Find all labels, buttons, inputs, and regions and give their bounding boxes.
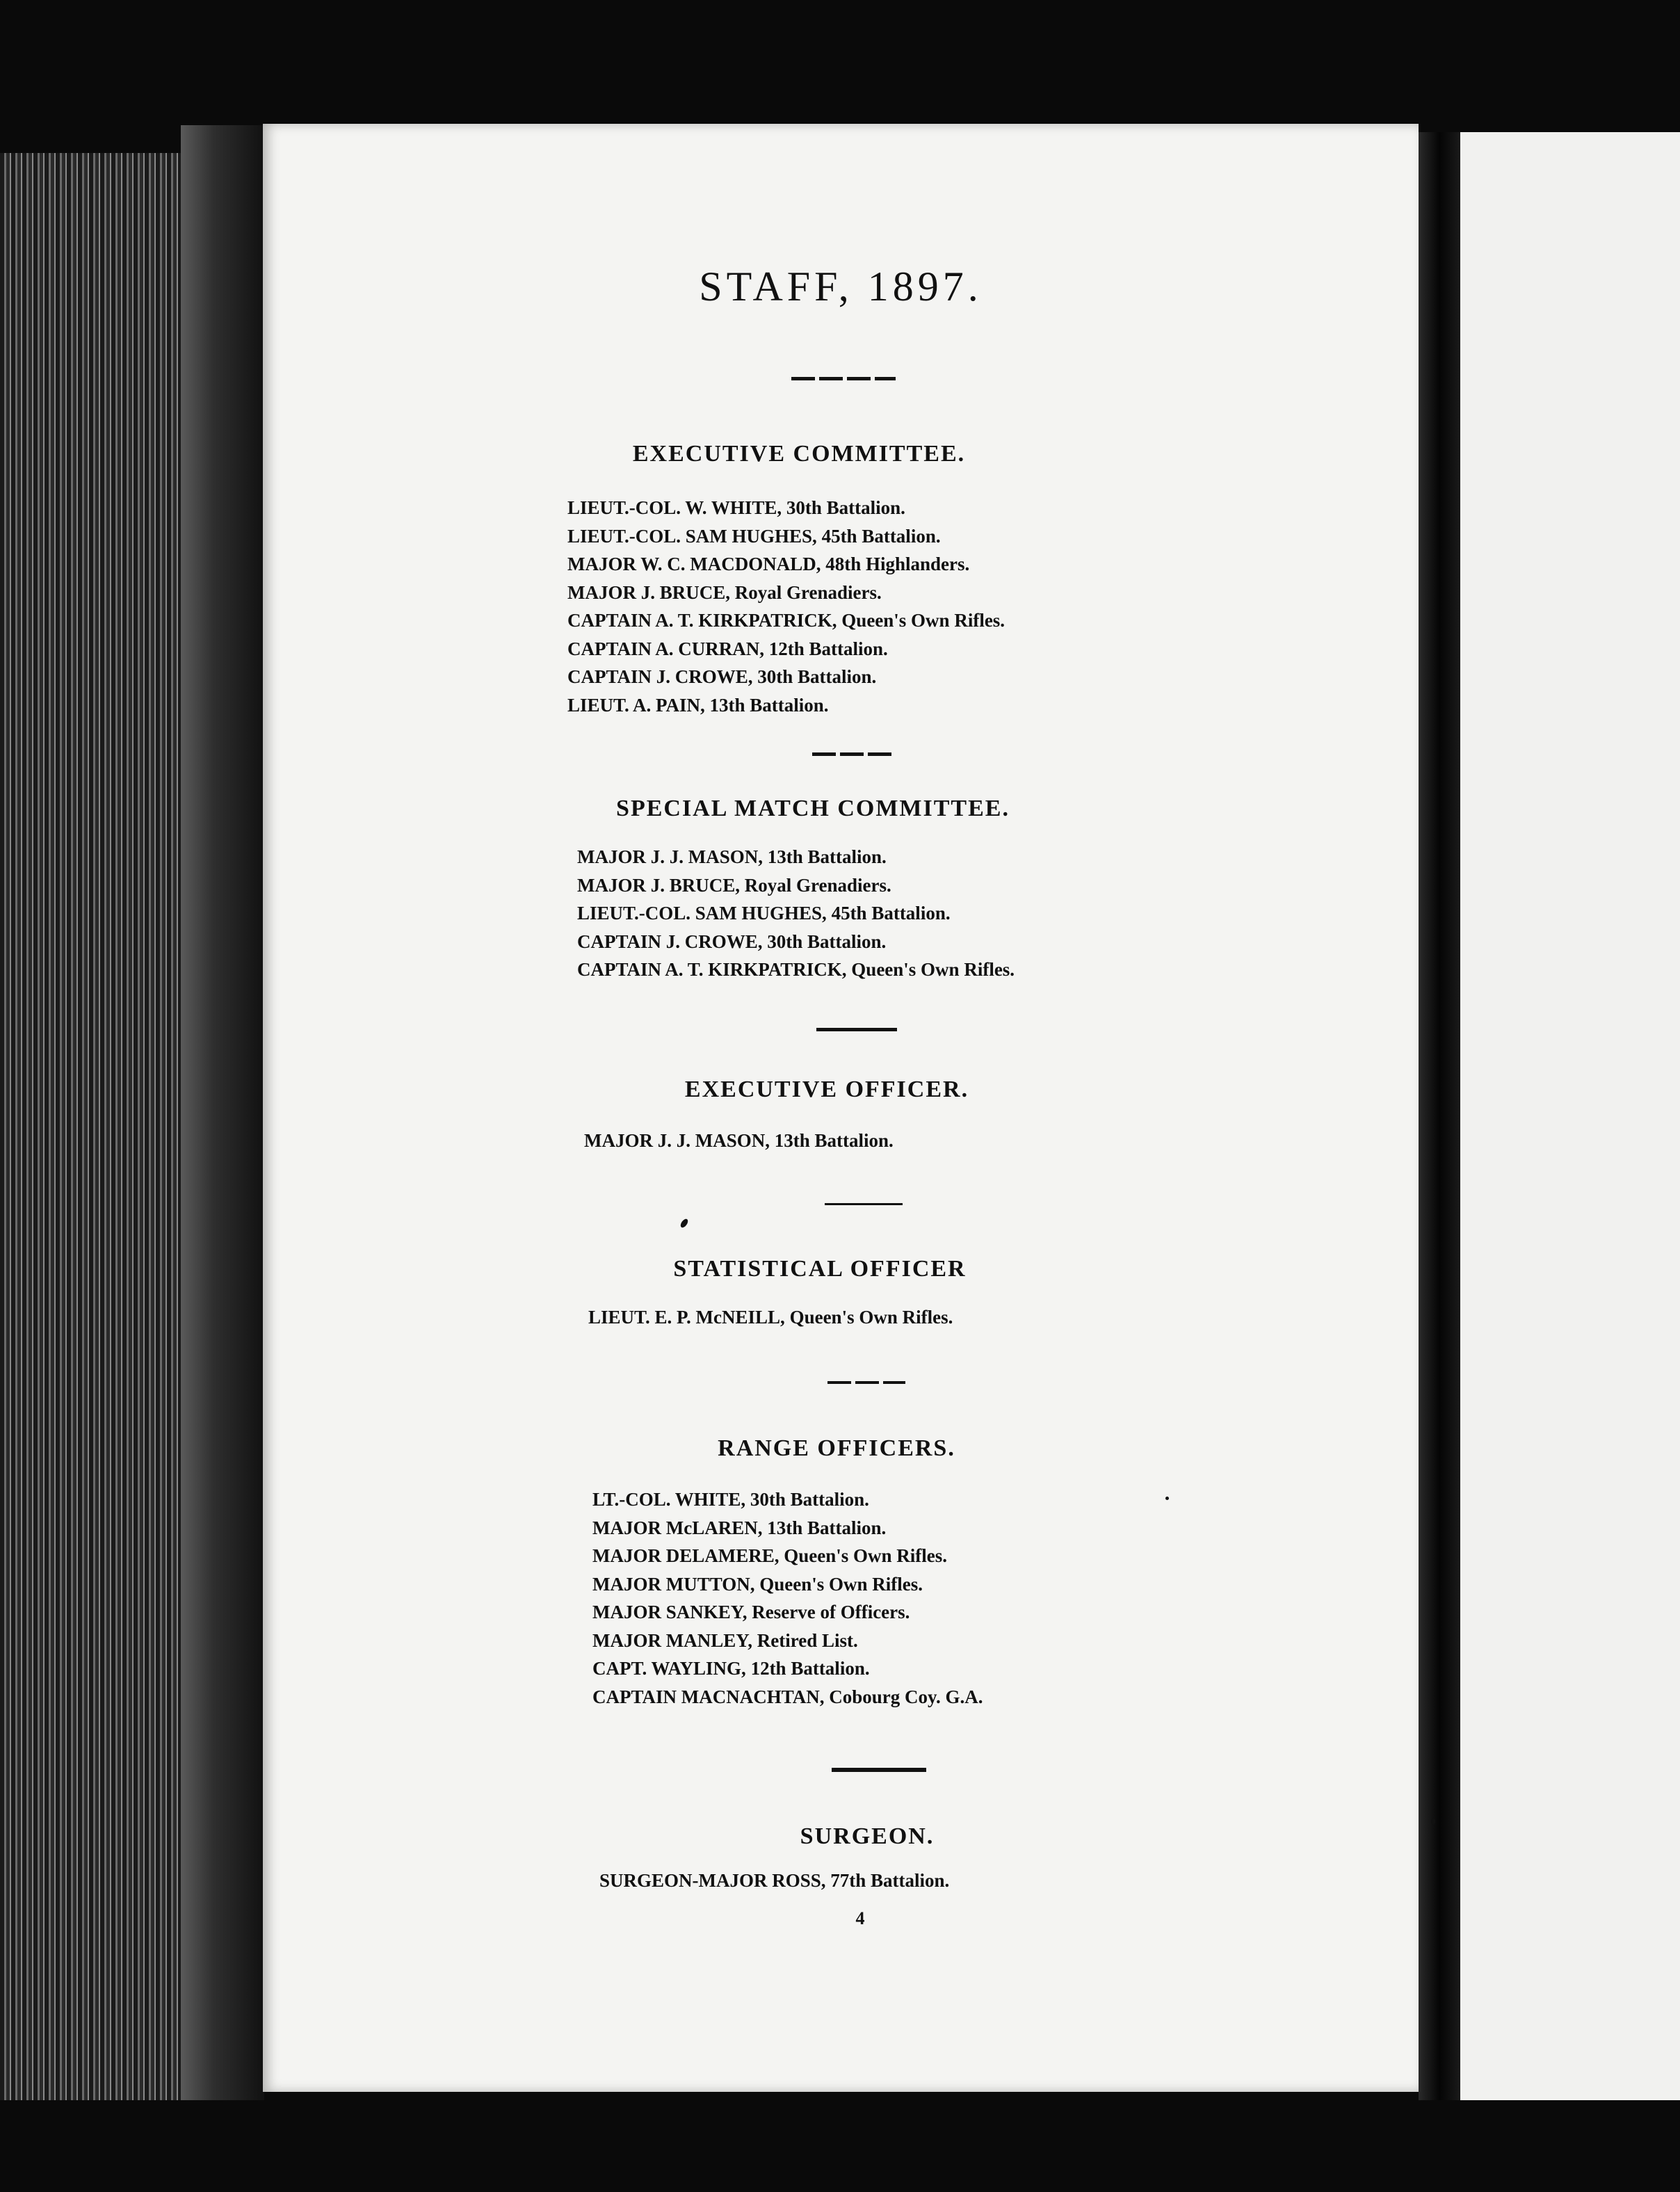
- member-name: CAPTAIN A. T. KIRKPATRICK,: [567, 610, 837, 631]
- member-unit: 30th Battalion.: [767, 930, 887, 952]
- member-name: LIEUT. E. P. McNEILL,: [588, 1307, 785, 1328]
- member-unit: 45th Battalion.: [831, 903, 951, 924]
- member-unit: 13th Battalion.: [767, 1517, 887, 1538]
- scan-speck: [1165, 1497, 1169, 1500]
- list-item: [567, 691, 1005, 720]
- member-name: MAJOR McLAREN,: [592, 1517, 763, 1538]
- member-unit: 30th Battalion.: [750, 1489, 869, 1510]
- section-divider: [827, 1381, 905, 1384]
- statistical-officer-list: [588, 1303, 953, 1332]
- list-item: [592, 1683, 983, 1711]
- member-name: MAJOR SANKEY,: [592, 1602, 748, 1622]
- list-item: [592, 1542, 983, 1570]
- member-name: LIEUT.-COL. SAM HUGHES,: [567, 525, 817, 547]
- book-page: [263, 124, 1419, 2092]
- member-name: LIEUT.-COL. SAM HUGHES,: [577, 903, 827, 924]
- section-divider: [816, 1028, 897, 1031]
- list-item: [577, 899, 1015, 928]
- member-unit: 12th Battalion.: [768, 638, 888, 659]
- list-item: [567, 635, 1005, 663]
- list-item: [592, 1654, 983, 1683]
- book-spine-shadow: [181, 125, 264, 2100]
- member-unit: 48th Highlanders.: [825, 554, 970, 574]
- member-unit: 77th Battalion.: [830, 1870, 950, 1891]
- member-unit: Royal Grenadiers.: [734, 581, 882, 603]
- list-item: [577, 928, 1015, 956]
- list-item: [577, 871, 1015, 900]
- member-name: MAJOR J. BRUCE,: [577, 874, 740, 896]
- member-name: MAJOR MANLEY,: [592, 1629, 753, 1651]
- member-name: CAPTAIN J. CROWE,: [567, 666, 753, 687]
- surgeon-list: [599, 1867, 949, 1895]
- list-item: [567, 494, 1005, 522]
- facing-page: [1460, 132, 1680, 2100]
- section-divider: [812, 752, 896, 756]
- list-item: [599, 1867, 949, 1895]
- member-unit: 13th Battalion.: [709, 694, 829, 716]
- member-name: MAJOR DELAMERE,: [592, 1545, 780, 1566]
- member-unit: Reserve of Officers.: [752, 1602, 910, 1622]
- title-divider: [791, 377, 896, 380]
- list-item: [584, 1127, 894, 1155]
- range-officers-list: [592, 1485, 983, 1711]
- member-name: CAPTAIN A. T. KIRKPATRICK,: [577, 959, 847, 980]
- member-unit: 13th Battalion.: [767, 846, 887, 867]
- member-unit: Queen's Own Rifles.: [789, 1307, 953, 1328]
- page-number: 4: [855, 1908, 865, 1928]
- executive-officer-list: [584, 1127, 894, 1155]
- member-unit: Cobourg Coy. G.A.: [829, 1686, 983, 1707]
- member-unit: 30th Battalion.: [757, 666, 877, 687]
- member-name: LT.-COL. WHITE,: [592, 1489, 746, 1510]
- member-unit: 13th Battalion.: [774, 1130, 894, 1151]
- member-unit: Queen's Own Rifles.: [759, 1573, 923, 1595]
- list-item: [577, 843, 1015, 871]
- member-unit: 30th Battalion.: [786, 497, 905, 518]
- member-name: MAJOR MUTTON,: [592, 1573, 755, 1595]
- member-unit: Retired List.: [757, 1629, 858, 1651]
- list-item: [567, 579, 1005, 607]
- special-match-committee-list: [577, 843, 1015, 984]
- member-name: CAPTAIN J. CROWE,: [577, 930, 763, 952]
- scan-speck: [679, 1218, 690, 1229]
- member-name: CAPT. WAYLING,: [592, 1658, 746, 1679]
- range-officers-heading: RANGE OFFICERS.: [718, 1435, 955, 1461]
- scan-speck: [1431, 1818, 1435, 1825]
- book-page-edges: [0, 153, 181, 2100]
- member-name: LIEUT.-COL. W. WHITE,: [567, 497, 782, 518]
- book-gutter: [1419, 132, 1460, 2100]
- executive-officer-heading: EXECUTIVE OFFICER.: [684, 1077, 969, 1102]
- list-item: [567, 550, 1005, 579]
- list-item: [592, 1627, 983, 1655]
- member-name: LIEUT. A. PAIN,: [567, 694, 705, 716]
- member-unit: Queen's Own Rifles.: [784, 1545, 948, 1566]
- member-unit: Royal Grenadiers.: [744, 874, 891, 896]
- member-unit: 45th Battalion.: [821, 525, 941, 547]
- executive-committee-heading: EXECUTIVE COMMITTEE.: [632, 441, 966, 467]
- surgeon-heading: SURGEON.: [800, 1823, 935, 1849]
- list-item: [588, 1303, 953, 1332]
- member-name: MAJOR W. C. MACDONALD,: [567, 554, 821, 574]
- member-name: MAJOR J. BRUCE,: [567, 581, 730, 603]
- list-item: [592, 1570, 983, 1599]
- member-name: SURGEON-MAJOR ROSS,: [599, 1870, 826, 1891]
- member-name: CAPTAIN A. CURRAN,: [567, 638, 764, 659]
- list-item: [592, 1598, 983, 1627]
- special-match-committee-heading: SPECIAL MATCH COMMITTEE.: [616, 796, 1010, 821]
- member-name: MAJOR J. J. MASON,: [584, 1130, 770, 1151]
- section-divider: [825, 1203, 903, 1205]
- member-name: CAPTAIN MACNACHTAN,: [592, 1686, 825, 1707]
- page-content: [263, 124, 1419, 2092]
- member-unit: Queen's Own Rifles.: [841, 610, 1005, 631]
- list-item: [577, 956, 1015, 984]
- member-unit: 12th Battalion.: [750, 1658, 870, 1679]
- list-item: [592, 1485, 983, 1514]
- executive-committee-list: [567, 494, 1005, 719]
- member-name: MAJOR J. J. MASON,: [577, 846, 763, 867]
- list-item: [567, 522, 1005, 551]
- list-item: [592, 1514, 983, 1542]
- section-divider: [832, 1768, 926, 1772]
- page-title: STAFF, 1897.: [699, 264, 983, 309]
- list-item: [567, 606, 1005, 635]
- statistical-officer-heading: STATISTICAL OFFICER: [673, 1256, 967, 1282]
- member-unit: Queen's Own Rifles.: [851, 959, 1015, 980]
- list-item: [567, 663, 1005, 691]
